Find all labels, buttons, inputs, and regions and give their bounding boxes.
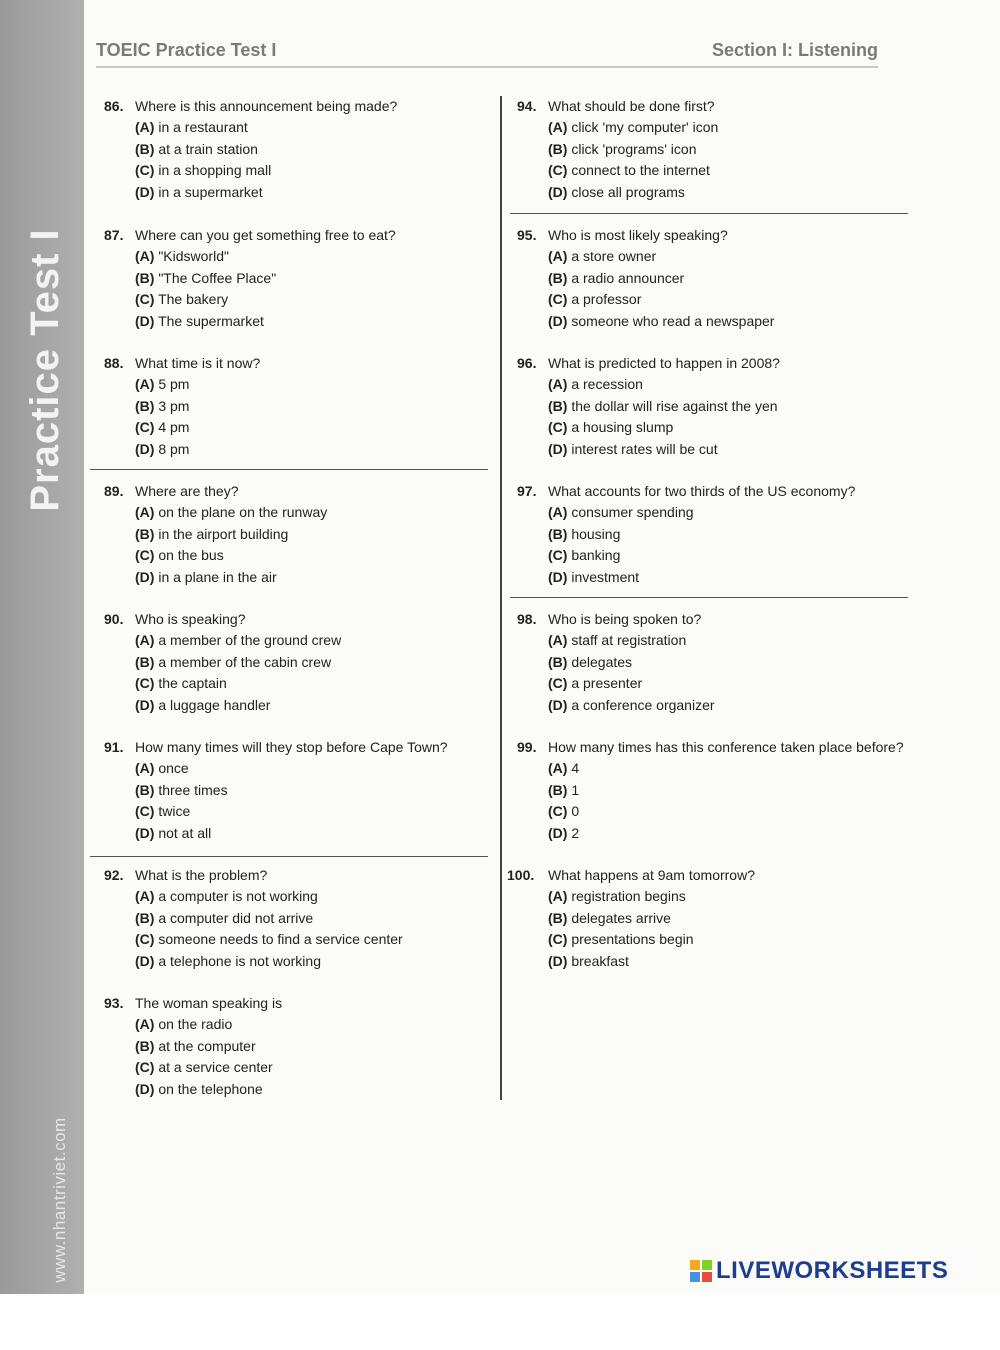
option-text: a member of the ground crew — [158, 632, 342, 649]
answer-option[interactable] — [104, 289, 396, 310]
question-text: Where are they? — [135, 483, 239, 499]
sidebar-band — [0, 0, 84, 1294]
question-text: Who is being spoken to? — [548, 611, 702, 627]
option-text: The bakery — [158, 291, 229, 308]
question-91 — [104, 737, 448, 844]
question-text: How many times will they stop before Cape Town? — [135, 739, 448, 755]
answer-option[interactable] — [517, 439, 780, 460]
question-number: 86. — [104, 98, 124, 114]
option-letter: (B) — [548, 269, 568, 286]
option-letter: (B) — [548, 909, 568, 926]
answer-option[interactable] — [517, 652, 715, 673]
answer-option[interactable] — [104, 929, 403, 950]
option-letter: (A) — [135, 504, 155, 521]
option-text: in a supermarket — [158, 183, 263, 200]
option-letter: (D) — [135, 1080, 155, 1097]
question-text: Who is speaking? — [135, 611, 246, 627]
option-letter: (B) — [548, 653, 568, 670]
question-number: 91. — [104, 739, 124, 755]
answer-option[interactable] — [104, 951, 403, 972]
option-text: 4 pm — [158, 419, 190, 436]
sidebar-title: Practice Test I — [23, 228, 67, 512]
option-letter: (C) — [548, 931, 568, 948]
question-number: 95. — [517, 227, 537, 243]
option-text: delegates — [571, 653, 633, 670]
question-stem — [517, 96, 718, 117]
option-letter: (D) — [135, 440, 155, 457]
question-stem — [104, 737, 448, 758]
answer-option[interactable] — [517, 545, 855, 566]
question-95 — [517, 225, 774, 332]
option-letter: (A) — [135, 888, 155, 905]
option-text: the dollar will rise against the yen — [571, 397, 778, 414]
answer-option[interactable] — [104, 695, 341, 716]
answer-option[interactable] — [517, 502, 855, 523]
option-text: in a plane in the air — [158, 568, 277, 585]
option-letter: (B) — [548, 140, 568, 157]
answer-option[interactable] — [104, 1079, 282, 1100]
option-text: 2 — [571, 824, 580, 841]
option-letter: (B) — [135, 781, 155, 798]
question-stem — [517, 609, 715, 630]
answer-option[interactable] — [104, 396, 260, 417]
answer-option[interactable] — [517, 268, 774, 289]
option-text: in a shopping mall — [158, 162, 272, 179]
option-text: in a restaurant — [158, 119, 248, 136]
section-title: Section I: Listening — [711, 40, 878, 60]
answer-option[interactable] — [104, 160, 397, 181]
option-letter: (D) — [135, 824, 155, 841]
option-text: click 'my computer' icon — [571, 119, 719, 136]
option-letter: (C) — [548, 162, 568, 179]
option-text: a member of the cabin crew — [158, 653, 332, 670]
option-letter: (D) — [548, 440, 568, 457]
answer-option[interactable] — [517, 160, 718, 181]
option-text: a presenter — [571, 675, 643, 692]
answer-option[interactable] — [517, 182, 718, 203]
question-89 — [104, 481, 327, 588]
option-text: a housing slump — [571, 419, 674, 436]
option-text: the captain — [158, 675, 227, 692]
option-letter: (B) — [135, 653, 155, 670]
option-letter: (D) — [135, 696, 155, 713]
answer-option[interactable] — [104, 311, 396, 332]
question-96 — [517, 353, 780, 460]
option-text: consumer spending — [571, 504, 694, 521]
page-header — [96, 38, 878, 68]
option-text: 5 pm — [158, 376, 190, 393]
answer-option[interactable] — [104, 139, 397, 160]
option-letter: (A) — [548, 119, 568, 136]
option-text: 4 — [571, 760, 580, 777]
question-stem — [104, 353, 260, 374]
option-text: a computer did not arrive — [158, 909, 314, 926]
question-stem — [104, 865, 403, 886]
answer-option[interactable] — [104, 652, 341, 673]
option-letter: (A) — [135, 1016, 155, 1033]
option-text: a store owner — [571, 248, 657, 265]
option-letter: (A) — [548, 760, 568, 777]
option-letter: (A) — [548, 376, 568, 393]
answer-option[interactable] — [517, 780, 904, 801]
answer-option[interactable] — [517, 396, 780, 417]
question-text: Where is this announcement being made? — [135, 98, 398, 114]
answer-option[interactable] — [517, 823, 904, 844]
question-number: 94. — [517, 98, 537, 114]
question-number: 98. — [517, 611, 537, 627]
column-divider — [500, 96, 502, 1100]
option-text: delegates arrive — [571, 909, 671, 926]
question-86 — [104, 96, 397, 203]
option-text: housing — [571, 525, 621, 542]
option-text: twice — [158, 803, 191, 820]
answer-option[interactable] — [104, 886, 403, 907]
option-text: a telephone is not working — [158, 952, 321, 969]
question-text: How many times has this conference taken place before? — [548, 739, 904, 755]
answer-option[interactable] — [104, 182, 397, 203]
option-text: interest rates will be cut — [571, 440, 718, 457]
option-text: someone who read a newspaper — [571, 312, 775, 329]
answer-option[interactable] — [104, 439, 260, 460]
question-stem — [104, 96, 397, 117]
option-text: a conference organizer — [571, 696, 715, 713]
answer-option[interactable] — [517, 695, 715, 716]
answer-option[interactable] — [104, 502, 327, 523]
option-text: someone needs to find a service center — [158, 931, 403, 948]
answer-option[interactable] — [517, 908, 755, 929]
question-number: 99. — [517, 739, 537, 755]
answer-option[interactable] — [517, 246, 774, 267]
answer-option[interactable] — [517, 801, 904, 822]
option-letter: (D) — [548, 952, 568, 969]
option-letter: (A) — [548, 888, 568, 905]
option-text: 0 — [571, 803, 580, 820]
option-letter: (C) — [135, 1059, 155, 1076]
option-text: click 'programs' icon — [571, 140, 697, 157]
option-letter: (C) — [548, 547, 568, 564]
question-text: What time is it now? — [135, 355, 261, 371]
question-98 — [517, 609, 715, 716]
option-text: "The Coffee Place" — [158, 269, 277, 286]
option-text: staff at registration — [571, 632, 687, 649]
question-99 — [517, 737, 904, 844]
option-letter: (C) — [548, 291, 568, 308]
question-text: The woman speaking is — [135, 995, 283, 1011]
answer-option[interactable] — [104, 758, 448, 779]
question-text: Who is most likely speaking? — [548, 227, 728, 243]
option-letter: (D) — [135, 568, 155, 585]
option-letter: (D) — [548, 312, 568, 329]
option-text: banking — [571, 547, 621, 564]
question-stem — [104, 609, 341, 630]
question-text: Where can you get something free to eat? — [135, 227, 396, 243]
question-stem — [517, 225, 774, 246]
option-letter: (C) — [135, 291, 155, 308]
answer-option[interactable] — [517, 524, 855, 545]
answer-option[interactable] — [517, 139, 718, 160]
option-text: 3 pm — [158, 397, 190, 414]
option-text: 8 pm — [158, 440, 190, 457]
answer-option[interactable] — [517, 374, 780, 395]
option-text: connect to the internet — [571, 162, 710, 179]
answer-option[interactable] — [104, 567, 327, 588]
option-text: "Kidsworld" — [158, 248, 229, 265]
option-text: at a train station — [158, 140, 258, 157]
answer-option[interactable] — [517, 567, 855, 588]
option-letter: (C) — [548, 675, 568, 692]
answer-option[interactable] — [104, 268, 396, 289]
question-text: What happens at 9am tomorrow? — [548, 867, 755, 883]
answer-option[interactable] — [104, 630, 341, 651]
option-letter: (A) — [548, 248, 568, 265]
option-text: registration begins — [571, 888, 686, 905]
option-letter: (B) — [135, 525, 155, 542]
question-92 — [104, 865, 403, 972]
answer-option[interactable] — [517, 929, 755, 950]
option-letter: (D) — [548, 183, 568, 200]
answer-option[interactable] — [104, 246, 396, 267]
answer-option[interactable] — [517, 117, 718, 138]
option-letter: (B) — [135, 140, 155, 157]
option-letter: (D) — [548, 696, 568, 713]
option-letter: (A) — [135, 119, 155, 136]
option-text: on the plane on the runway — [158, 504, 328, 521]
separator-right-2 — [510, 597, 908, 598]
question-text: What should be done first? — [548, 98, 715, 114]
option-letter: (C) — [135, 803, 155, 820]
question-97 — [517, 481, 855, 588]
answer-option[interactable] — [104, 908, 403, 929]
question-text: What accounts for two thirds of the US economy? — [548, 483, 856, 499]
question-93 — [104, 993, 282, 1100]
question-88 — [104, 353, 260, 460]
option-letter: (A) — [135, 376, 155, 393]
option-text: on the radio — [158, 1016, 233, 1033]
question-90 — [104, 609, 341, 716]
question-stem — [104, 993, 282, 1014]
option-letter: (C) — [548, 419, 568, 436]
option-text: on the telephone — [158, 1080, 263, 1097]
option-letter: (D) — [548, 568, 568, 585]
question-87 — [104, 225, 396, 332]
answer-option[interactable] — [104, 1036, 282, 1057]
liveworksheets-logo — [690, 1256, 948, 1286]
question-number: 96. — [517, 355, 537, 371]
question-stem — [517, 737, 904, 758]
answer-option[interactable] — [517, 630, 715, 651]
question-stem — [517, 353, 780, 374]
option-text: at a service center — [158, 1059, 273, 1076]
separator-left-2 — [90, 856, 488, 857]
option-letter: (B) — [135, 909, 155, 926]
answer-option[interactable] — [517, 417, 780, 438]
option-letter: (A) — [135, 248, 155, 265]
option-text: a radio announcer — [571, 269, 685, 286]
option-text: a recession — [571, 376, 643, 393]
option-text: at the computer — [158, 1037, 256, 1054]
answer-option[interactable] — [104, 117, 397, 138]
question-text: What is predicted to happen in 2008? — [548, 355, 780, 371]
option-text: a computer is not working — [158, 888, 318, 905]
sidebar-url: www.nhantriviet.com — [50, 1117, 69, 1283]
option-text: not at all — [158, 824, 212, 841]
question-text: What is the problem? — [135, 867, 268, 883]
option-text: The supermarket — [158, 312, 264, 329]
answer-option[interactable] — [104, 417, 260, 438]
option-letter: (D) — [135, 312, 155, 329]
question-94 — [517, 96, 718, 203]
option-letter: (D) — [135, 952, 155, 969]
option-text: investment — [571, 568, 640, 585]
option-letter: (B) — [135, 1037, 155, 1054]
option-letter: (C) — [135, 675, 155, 692]
answer-option[interactable] — [104, 801, 448, 822]
question-number: 93. — [104, 995, 124, 1011]
option-text: a professor — [571, 291, 642, 308]
option-text: breakfast — [571, 952, 629, 969]
answer-option[interactable] — [104, 524, 327, 545]
answer-option[interactable] — [517, 886, 755, 907]
answer-option[interactable] — [104, 1057, 282, 1078]
question-number: 92. — [104, 867, 124, 883]
option-letter: (B) — [548, 781, 568, 798]
question-number: 97. — [517, 483, 537, 499]
option-text: three times — [158, 781, 228, 798]
option-letter: (A) — [135, 760, 155, 777]
answer-option[interactable] — [104, 1014, 282, 1035]
question-100 — [507, 865, 755, 972]
option-letter: (B) — [548, 397, 568, 414]
option-text: on the bus — [158, 547, 224, 564]
question-number: 90. — [104, 611, 124, 627]
question-number: 87. — [104, 227, 124, 243]
option-letter: (A) — [548, 632, 568, 649]
answer-option[interactable] — [104, 780, 448, 801]
option-letter: (C) — [135, 547, 155, 564]
option-letter: (D) — [548, 824, 568, 841]
option-text: presentations begin — [571, 931, 694, 948]
option-letter: (C) — [548, 803, 568, 820]
answer-option[interactable] — [104, 673, 341, 694]
option-text: close all programs — [571, 183, 685, 200]
option-letter: (B) — [548, 525, 568, 542]
answer-option[interactable] — [517, 951, 755, 972]
option-letter: (C) — [135, 419, 155, 436]
option-letter: (C) — [135, 931, 155, 948]
liveworksheets-logo-icon — [690, 1260, 712, 1282]
option-text: in the airport building — [158, 525, 289, 542]
separator-left-1 — [90, 469, 488, 470]
question-number: 88. — [104, 355, 124, 371]
option-letter: (A) — [135, 632, 155, 649]
option-letter: (B) — [135, 397, 155, 414]
question-stem — [104, 481, 327, 502]
answer-option[interactable] — [104, 545, 327, 566]
option-text: 1 — [571, 781, 580, 798]
answer-option[interactable] — [517, 673, 715, 694]
answer-option[interactable] — [104, 823, 448, 844]
question-number: 100. — [507, 867, 535, 883]
option-text: a luggage handler — [158, 696, 271, 713]
question-stem — [507, 865, 755, 886]
answer-option[interactable] — [517, 758, 904, 779]
option-letter: (C) — [135, 162, 155, 179]
liveworksheets-logo-text: LIVEWORKSHEETS — [716, 1257, 949, 1284]
separator-right-1 — [510, 213, 908, 214]
answer-option[interactable] — [517, 311, 774, 332]
question-number: 89. — [104, 483, 124, 499]
option-letter: (A) — [548, 504, 568, 521]
option-letter: (B) — [135, 269, 155, 286]
option-text: once — [158, 760, 189, 777]
test-title: TOEIC Practice Test I — [96, 40, 277, 60]
question-stem — [104, 225, 396, 246]
question-stem — [517, 481, 855, 502]
option-letter: (D) — [135, 183, 155, 200]
answer-option[interactable] — [104, 374, 260, 395]
answer-option[interactable] — [517, 289, 774, 310]
